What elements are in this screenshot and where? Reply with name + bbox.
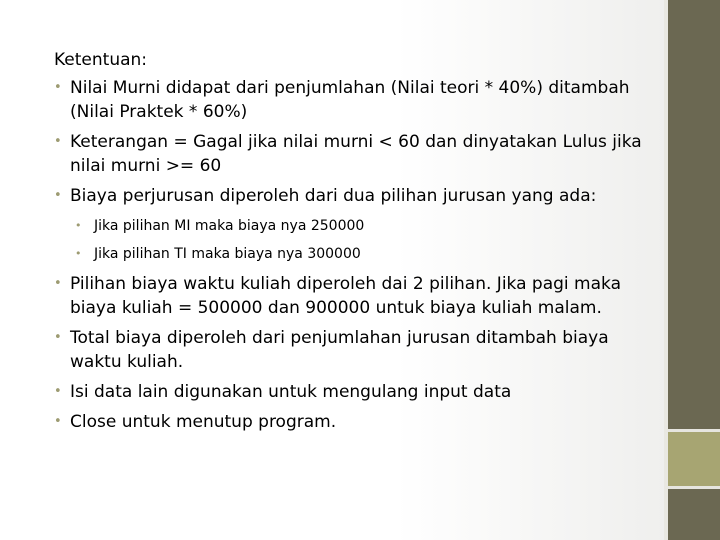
bullet-icon: • [54,80,62,95]
sub-bullet-item-mi [54,216,646,236]
bullet-text: Total biaya diperoleh dari penjumlahan jurusan ditambah biaya waktu kuliah. [70,328,609,372]
bullet-icon: • [54,414,62,429]
bullet-item-isi-data-lain [54,380,646,404]
bullet-icon: • [54,188,62,203]
bullet-text: Pilihan biaya waktu kuliah diperoleh dai 2 pilihan. Jika pagi maka biaya kuliah = 500000 dan 900000 untuk biaya kuliah malam. [70,274,621,318]
bullet-item-biaya-perjurusan [54,184,646,208]
sub-bullet-icon: • [75,219,82,232]
bullet-item-nilai-murni [54,76,646,124]
sub-bullet-icon: • [75,247,82,260]
bullet-icon: • [54,276,62,291]
right-rail-accent-block [668,432,720,486]
sub-bullet-text: Jika pilihan MI maka biaya nya 250000 [94,218,365,234]
bullet-list [54,76,646,208]
bullet-text: Close untuk menutup program. [70,412,337,432]
bullet-item-keterangan [54,130,646,178]
sub-bullet-list [54,216,646,264]
rail-accent-divider-bottom [668,486,720,489]
bullet-text: Biaya perjurusan diperoleh dari dua pilihan jurusan yang ada: [70,186,597,206]
slide-title: Ketentuan: [54,50,148,70]
sub-bullet-text: Jika pilihan TI maka biaya nya 300000 [94,246,361,262]
bullet-icon: • [54,330,62,345]
sub-bullet-item-ti [54,244,646,264]
bullet-item-total-biaya [54,326,646,374]
bullet-text: Nilai Murni didapat dari penjumlahan (Nilai teori * 40%) ditambah (Nilai Praktek * 60%) [70,78,630,122]
slide-content [54,44,646,440]
bullet-icon: • [54,134,62,149]
bullet-list-continued [54,272,646,434]
bullet-item-waktu-kuliah [54,272,646,320]
bullet-icon: • [54,384,62,399]
bullet-item-close [54,410,646,434]
bullet-text: Isi data lain digunakan untuk mengulang input data [70,382,512,402]
bullet-text: Keterangan = Gagal jika nilai murni < 60 dan dinyatakan Lulus jika nilai murni >= 60 [70,132,642,176]
